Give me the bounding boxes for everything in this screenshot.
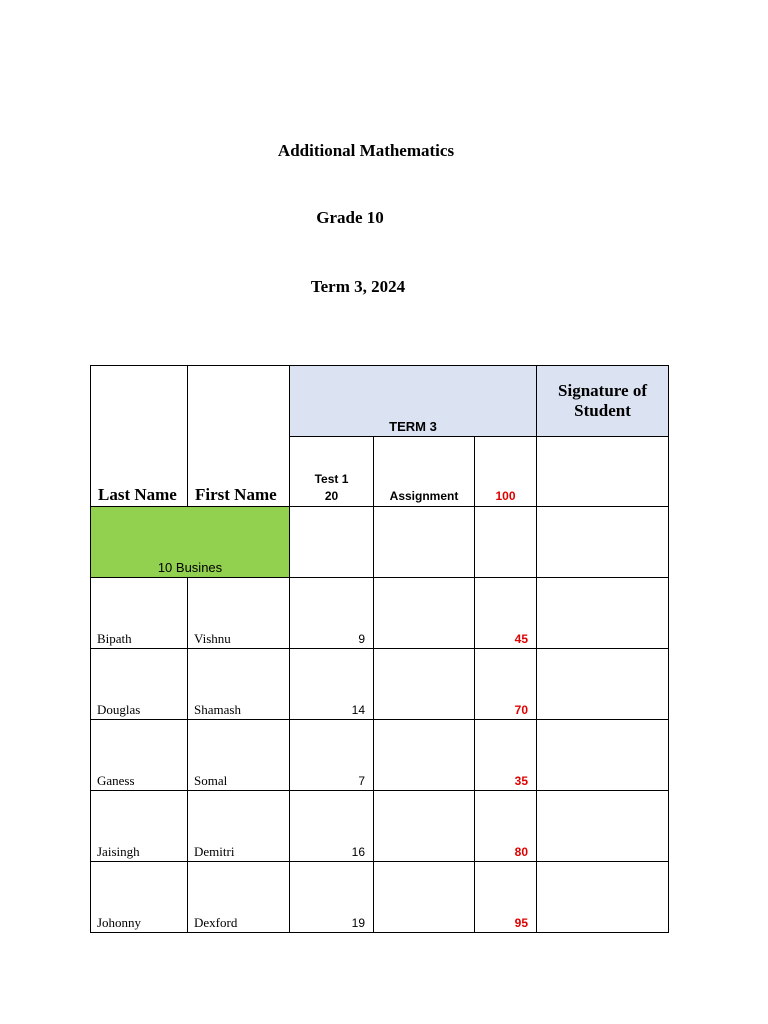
signature-cell: [537, 720, 669, 791]
test1-cell: 14: [290, 649, 374, 720]
empty-cell: [475, 507, 537, 578]
signature-cell: [537, 791, 669, 862]
signature-cell: [537, 507, 669, 578]
empty-cell: [374, 507, 475, 578]
first-name-cell: Shamash: [188, 649, 290, 720]
group-row: [91, 507, 669, 578]
total-header: 100: [475, 437, 537, 507]
signature-cell: [537, 862, 669, 933]
assignment-cell: [374, 578, 475, 649]
first-name-cell: Somal: [188, 720, 290, 791]
first-name-cell: Demitri: [188, 791, 290, 862]
table-row: [91, 791, 669, 862]
test1-header: [290, 437, 374, 507]
first-name-header: First Name: [188, 366, 290, 507]
table-row: [91, 862, 669, 933]
document-title: Additional Mathematics: [277, 141, 455, 160]
signature-cell: [537, 578, 669, 649]
total-cell: 45: [475, 578, 537, 649]
total-cell: 95: [475, 862, 537, 933]
group-label: 10 Busines: [91, 507, 290, 578]
table-row: [91, 649, 669, 720]
assignment-cell: [374, 791, 475, 862]
term-heading: Term 3, 2024: [310, 277, 406, 296]
signature-header-text: Signature of Student: [558, 381, 647, 420]
total-cell: 35: [475, 720, 537, 791]
first-name-cell: Vishnu: [188, 578, 290, 649]
last-name-cell: Johonny: [91, 862, 188, 933]
assignment-cell: [374, 649, 475, 720]
first-name-cell: Dexford: [188, 862, 290, 933]
test1-cell: 19: [290, 862, 374, 933]
last-name-header: Last Name: [91, 366, 188, 507]
grade-heading: Grade 10: [316, 208, 384, 227]
assignment-cell: [374, 862, 475, 933]
last-name-cell: Douglas: [91, 649, 188, 720]
header-row-top: [91, 366, 669, 437]
test1-cell: 9: [290, 578, 374, 649]
empty-cell: [290, 507, 374, 578]
table-row: [91, 720, 669, 791]
grades-table: [90, 365, 669, 933]
last-name-cell: Bipath: [91, 578, 188, 649]
total-cell: 80: [475, 791, 537, 862]
signature-cell: [537, 437, 669, 507]
test1-cell: 7: [290, 720, 374, 791]
total-cell: 70: [475, 649, 537, 720]
assignment-header: Assignment: [374, 437, 475, 507]
last-name-cell: Ganess: [91, 720, 188, 791]
assignment-cell: [374, 720, 475, 791]
table-row: [91, 578, 669, 649]
test1-cell: 16: [290, 791, 374, 862]
last-name-cell: Jaisingh: [91, 791, 188, 862]
signature-header: [537, 366, 669, 437]
term-header: TERM 3: [290, 366, 537, 437]
test1-max: 20: [324, 489, 339, 503]
signature-cell: [537, 649, 669, 720]
test1-label: Test 1: [314, 472, 349, 486]
